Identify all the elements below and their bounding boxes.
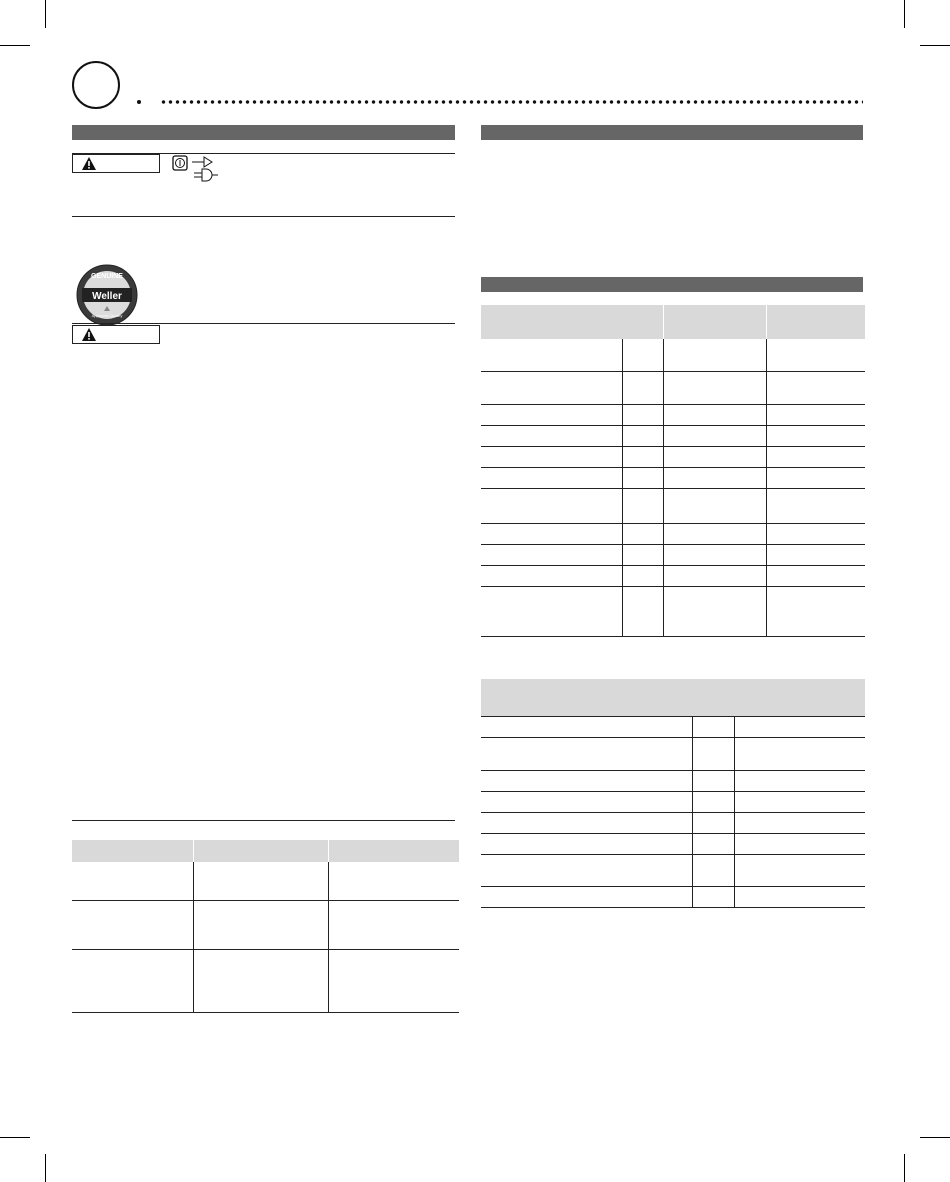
table-row — [481, 855, 865, 887]
table-row — [481, 468, 865, 489]
plug-connect-icon — [172, 154, 222, 182]
table-row — [481, 339, 865, 372]
table-row — [481, 489, 865, 524]
section-bar-right-2 — [481, 277, 863, 292]
left-table — [72, 840, 459, 1013]
table-row — [72, 901, 459, 950]
table-row — [481, 887, 865, 908]
logo-middle-text: Weller — [92, 291, 122, 302]
logo-top-text: GENUINE — [91, 273, 123, 280]
crop-mark — [0, 1137, 30, 1138]
table-row — [481, 738, 865, 771]
table-header-row — [72, 840, 459, 862]
table-row — [481, 717, 865, 738]
table-row — [481, 426, 865, 447]
crop-mark — [920, 45, 950, 46]
section-rule — [72, 323, 455, 324]
crop-mark — [45, 1154, 46, 1182]
table-row — [481, 771, 865, 792]
logo-bottom-text: Approved Quality — [91, 313, 123, 318]
header-dotted-rule — [160, 100, 863, 104]
header-dot — [137, 100, 141, 104]
table-row — [481, 813, 865, 834]
crop-mark — [0, 45, 30, 46]
table-row — [481, 372, 865, 405]
language-badge — [72, 61, 120, 109]
table-row — [481, 545, 865, 566]
warning-triangle-icon — [82, 328, 96, 341]
crop-mark — [45, 0, 46, 28]
table-row — [481, 587, 865, 637]
crop-mark — [904, 1154, 905, 1182]
warning-label — [72, 154, 160, 173]
table-row — [481, 405, 865, 426]
warning-label — [72, 325, 160, 344]
table-row — [481, 834, 865, 855]
section-rule — [72, 216, 455, 217]
table-row — [481, 447, 865, 468]
crop-mark — [904, 0, 905, 28]
table-header-row — [481, 305, 865, 339]
table-row — [481, 792, 865, 813]
right-table-2 — [481, 679, 865, 908]
section-rule — [72, 820, 455, 821]
section-bar-right-1 — [481, 125, 863, 140]
table-header-row — [481, 679, 865, 717]
table-row — [72, 950, 459, 1013]
table-row — [72, 862, 459, 901]
right-table-1 — [481, 305, 865, 637]
section-bar-left-1 — [72, 125, 455, 140]
table-row — [481, 524, 865, 545]
genuine-weller-logo — [76, 264, 138, 326]
crop-mark — [920, 1137, 950, 1138]
table-row — [481, 566, 865, 587]
warning-triangle-icon — [82, 157, 96, 170]
